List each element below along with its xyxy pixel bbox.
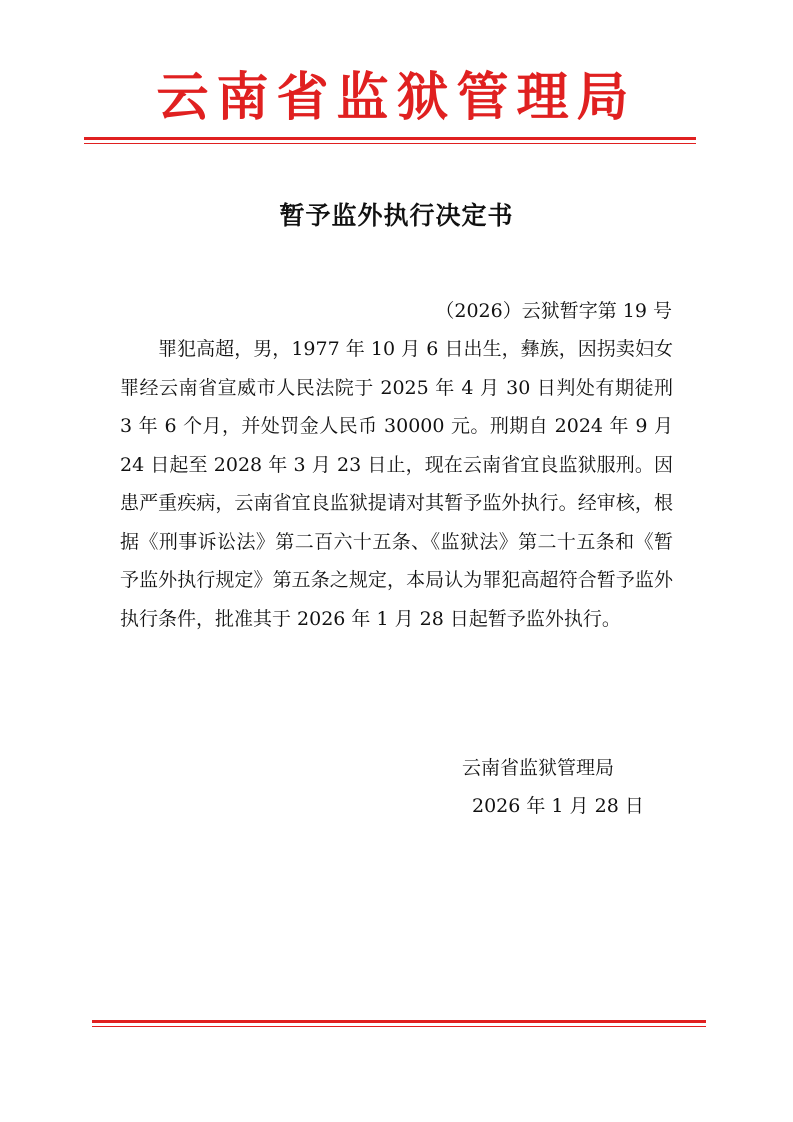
header-divider-thick	[84, 137, 696, 140]
signature-organization: 云南省监狱管理局	[462, 757, 615, 779]
footer-divider-thick	[92, 1020, 706, 1023]
document-title: 暂予监外执行决定书	[279, 201, 514, 230]
header-divider-thin	[84, 143, 696, 144]
footer-divider-thin	[92, 1026, 706, 1027]
document-number: （2026）云狱暂字第 19 号	[435, 300, 672, 322]
document-body: 罪犯高超，男，1977 年 10 月 6 日出生，彝族，因拐卖妇女罪经云南省宣威市人民法院于 2025 年 4 月 30 日判处有期徒刑 3 年 6 个月，并处罚金人民币 30000 元。刑期自 2024 年 9 月 24 日起至 2028 年 3 月 23 日止，现在云南省宜良监狱服刑。因患严重疾病，云南省宜良监狱提请对其暂予监外执行。经审核，根据《刑事诉讼法》第二百六十五条、《监狱法》第二十五条和《暂予监外执行规定》第五条之规定，本局认为罪犯高超符合暂予监外执行条件，批准其于 2026 年 1 月 28 日起暂予监外执行。	[120, 338, 673, 630]
letterhead-title: 云南省监狱管理局	[156, 68, 637, 128]
signature-date: 2026 年 1 月 28 日	[472, 795, 644, 817]
